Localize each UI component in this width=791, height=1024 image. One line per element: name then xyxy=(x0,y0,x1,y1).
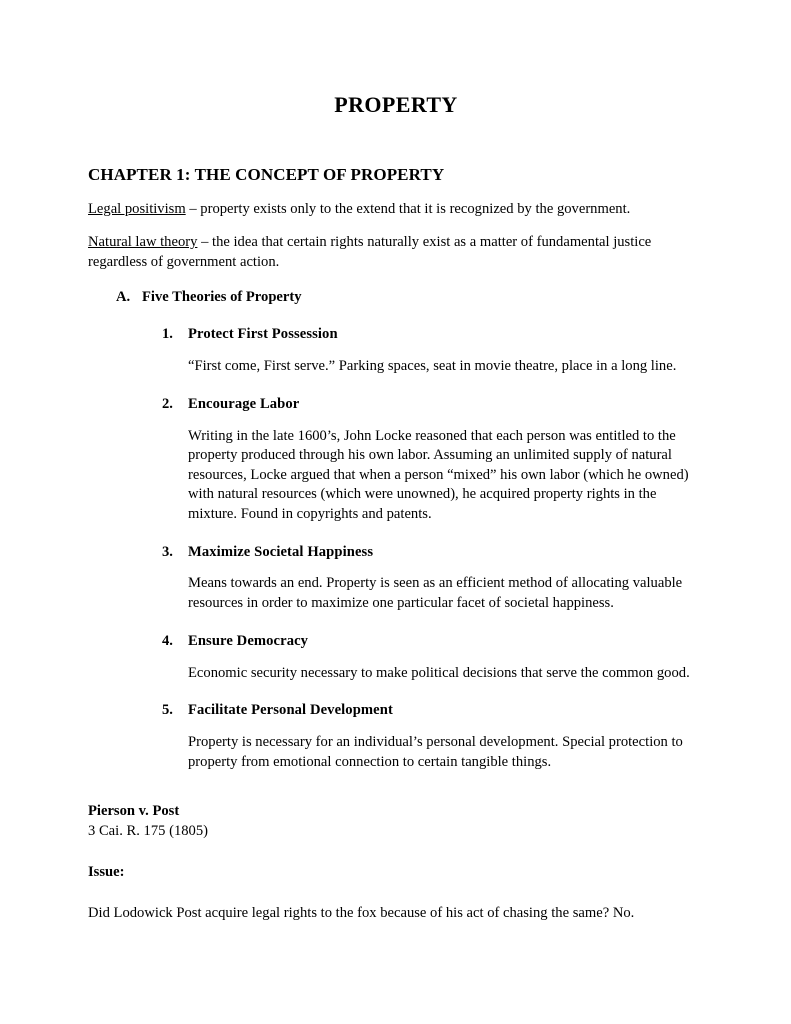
theory-label: Maximize Societal Happiness xyxy=(188,543,374,560)
section-a-heading xyxy=(88,272,704,307)
case-name: Pierson v. Post xyxy=(88,803,180,820)
definition-dash: – xyxy=(197,234,213,251)
page-title: PROPERTY xyxy=(334,92,458,117)
theory-marker: 2. xyxy=(162,395,173,412)
definition-term: Legal positivism xyxy=(88,200,186,217)
case-block xyxy=(88,772,704,923)
theory-marker: 3. xyxy=(162,543,173,560)
definition-term: Natural law theory xyxy=(88,234,198,251)
theory-label: Facilitate Personal Development xyxy=(188,702,393,719)
theory-item-4 xyxy=(88,614,704,651)
theory-item-1 xyxy=(88,307,704,344)
theory-label: Ensure Democracy xyxy=(188,632,309,649)
section-a-label: Five Theories of Property xyxy=(142,289,302,306)
theory-item-3 xyxy=(88,525,704,562)
theory-body-2: Writing in the late 1600’s, John Locke reasoned that each person was entitled to the property produced through his own labor. Assuming an unlimited supply of natural resources, Locke argued that when a person “mixed” his own labor (which he owned) with natural resources (which were unowned), he acquired property rights in the mixture. Found in copyrights and patents. xyxy=(188,427,689,522)
section-a-marker: A. xyxy=(116,289,131,306)
theory-body-1: “First come, First serve.” Parking spaces, seat in movie theatre, place in a long line. xyxy=(188,358,677,375)
definition-legal-positivism xyxy=(88,186,704,220)
document-content xyxy=(88,0,704,924)
theory-body-3: Means towards an end. Property is seen as an efficient method of allocating valuable resources in order to maximize one particular facet of societal happiness. xyxy=(188,575,683,612)
theory-label: Encourage Labor xyxy=(188,395,300,412)
theory-item-2 xyxy=(88,377,704,414)
definition-dash: – xyxy=(185,200,201,217)
theory-marker: 5. xyxy=(162,702,173,719)
theory-marker: 4. xyxy=(162,632,173,649)
theory-item-5 xyxy=(88,683,704,720)
chapter-heading: CHAPTER 1: THE CONCEPT OF PROPERTY xyxy=(88,165,445,185)
theory-body-4: Economic security necessary to make political decisions that serve the common good. xyxy=(188,664,690,681)
case-citation: 3 Cai. R. 175 (1805) xyxy=(88,823,208,840)
definition-natural-law-theory xyxy=(88,219,704,272)
theory-marker: 1. xyxy=(162,326,173,343)
theory-label: Protect First Possession xyxy=(188,326,338,343)
issue-text: Did Lodowick Post acquire legal rights to the fox because of his act of chasing the same? No. xyxy=(88,905,635,922)
theory-body-5: Property is necessary for an individual’s personal development. Special protection to property from emotional connection to certain tangible things. xyxy=(188,734,683,770)
definition-text: the idea that certain rights naturally exist as a matter of fundamental justice regardless of government action. xyxy=(88,234,652,270)
issue-heading: Issue: xyxy=(88,864,125,881)
definition-text: property exists only to the extend that it is recognized by the government. xyxy=(200,200,631,217)
